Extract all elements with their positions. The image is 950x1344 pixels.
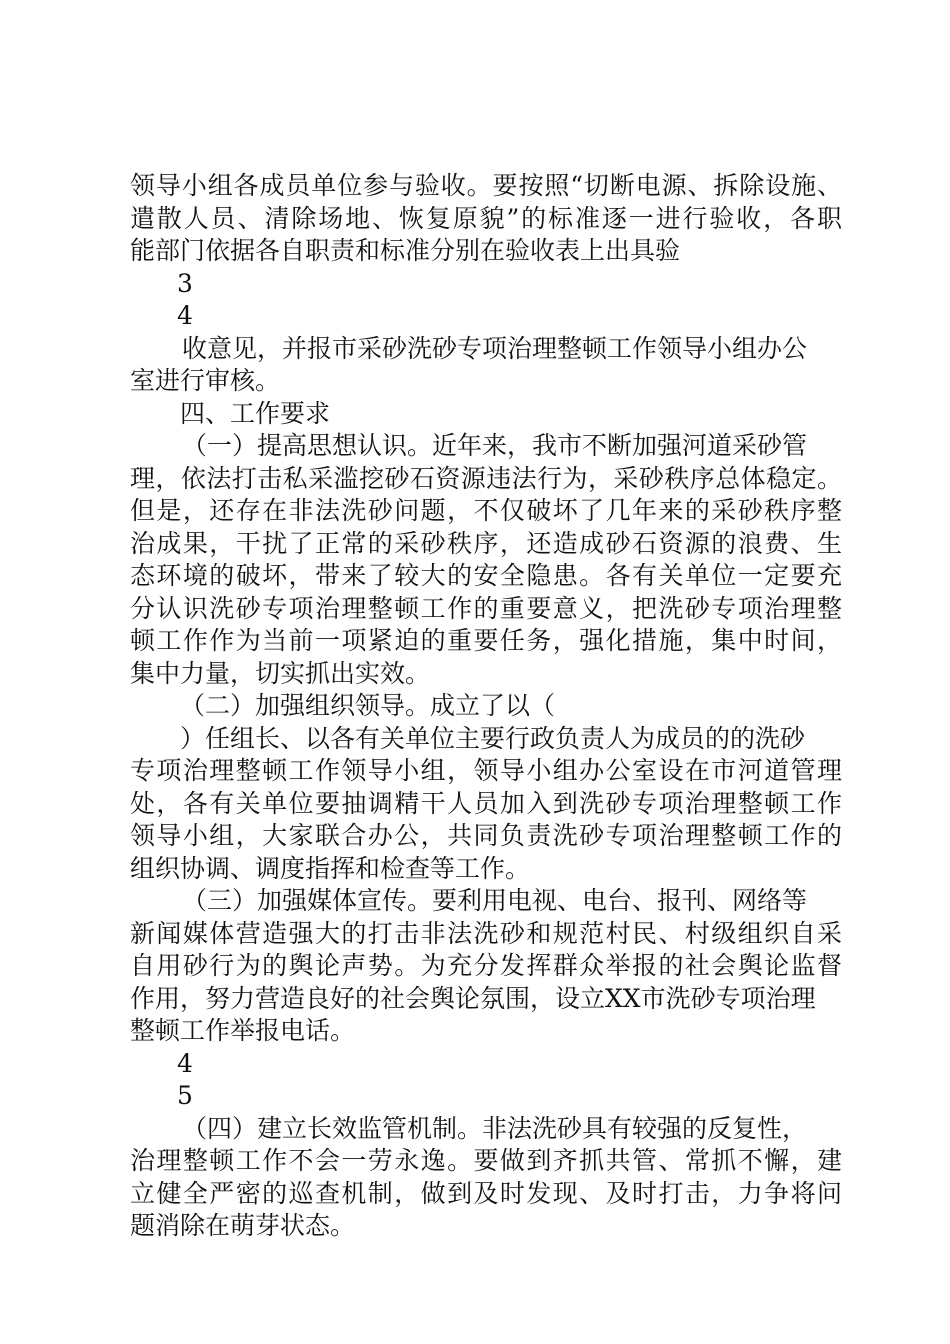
text-line: （四）建立长效监管机制。非法洗砂具有较强的反复性，: [182, 1113, 808, 1143]
text-line: 顿工作作为当前一项紧迫的重要任务，强化措施，集中时间，: [130, 626, 842, 655]
page-number: 4: [177, 1048, 193, 1078]
text-line: 自用砂行为的舆论声势。为充分发挥群众举报的社会舆论监督: [130, 951, 842, 980]
text-line: 专项治理整顿工作领导小组，领导小组办公室设在市河道管理: [130, 756, 842, 785]
text-line: 治成果，干扰了正常的采砂秩序，还造成砂石资源的浪费、生: [130, 528, 842, 558]
text-line: 立健全严密的巡查机制，做到及时发现、及时打击，力争将问: [130, 1178, 842, 1208]
text-line: （二）加强组织领导。成立了以（: [180, 691, 556, 720]
text-line: 处，各有关单位要抽调精干人员加入到洗砂专项治理整顿工作: [130, 788, 842, 818]
text-line: 能部门依据各自职责和标准分别在验收表上出具验: [130, 236, 681, 265]
text-line: 集中力量，切实抓出实效。: [130, 658, 431, 688]
text-line: 理，依法打击私采滥挖砂石资源违法行为，采砂秩序总体稳定。: [130, 463, 842, 493]
text-line: 作用，努力营造良好的社会舆论氛围，设立XX市洗砂专项治理: [130, 983, 816, 1013]
page-number: 5: [177, 1081, 193, 1110]
section-heading: 四、工作要求: [180, 398, 331, 428]
text-line: 题消除在萌芽状态。: [130, 1211, 356, 1240]
text-line: ）任组长、以各有关单位主要行政负责人为成员的的洗砂: [180, 723, 806, 753]
page-number: 4: [177, 301, 193, 330]
text-line: （三）加强媒体宣传。要利用电视、电台、报刊、网络等: [182, 886, 808, 915]
document-body: [130, 170, 842, 1243]
text-line: 新闻媒体营造强大的打击非法洗砂和规范村民、村级组织自采: [130, 918, 842, 948]
text-line: 组织协调、调度指挥和检查等工作。: [130, 853, 531, 883]
text-line: 分认识洗砂专项治理整顿工作的重要意义，把洗砂专项治理整: [130, 593, 842, 623]
text-line: 收意见，并报市采砂洗砂专项治理整顿工作领导小组办公: [182, 333, 808, 363]
text-line: 室进行审核。: [130, 366, 281, 395]
text-line: 治理整顿工作不会一劳永逸。要做到齐抓共管、常抓不懈，建: [130, 1146, 842, 1175]
text-line: 但是，还存在非法洗砂问题，不仅破坏了几年来的采砂秩序整: [130, 496, 842, 525]
text-line: 整顿工作举报电话。: [130, 1016, 356, 1045]
page-number: 3: [177, 268, 193, 298]
text-line: （一）提高思想认识。近年来，我市不断加强河道采砂管: [182, 431, 808, 460]
text-line: 遣散人员、清除场地、恢复原貌”的标准逐一进行验收，各职: [130, 203, 842, 233]
text-line: 领导小组，大家联合办公，共同负责洗砂专项治理整顿工作的: [130, 821, 842, 850]
text-line: 态环境的破坏，带来了较大的安全隐患。各有关单位一定要充: [130, 561, 842, 590]
text-line: 领导小组各成员单位参与验收。要按照“切断电源、拆除设施、: [130, 171, 842, 200]
